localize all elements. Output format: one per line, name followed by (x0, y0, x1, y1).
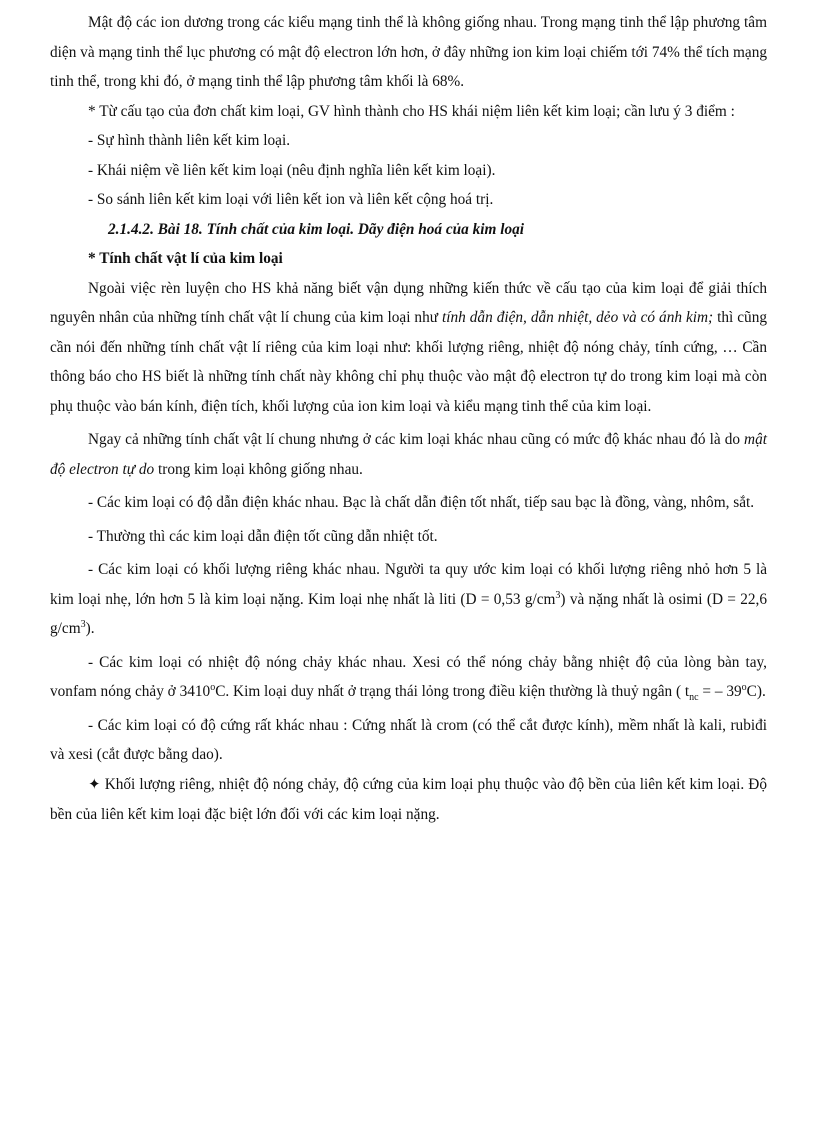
bullet-bond-definition: - Khái niệm về liên kết kim loại (nêu định nghĩa liên kết kim loại). (88, 161, 496, 179)
paragraph-hardness: - Các kim loại có độ cứng rất khác nhau : Cứng nhất là crom (có thể cắt được kính), mềm nhất là kali, rubiđi và xesi (cắt được bằng dao). (50, 716, 767, 763)
section-heading: 2.1.4.2. Bài 18. Tính chất của kim loại. Dãy điện hoá của kim loại (108, 220, 525, 238)
paragraph-bond-strength: ✦ Khối lượng riêng, nhiệt độ nóng chảy, độ cứng của kim loại phụ thuộc vào độ bền của liên kết kim loại. Độ bền của liên kết kim loại đặc biệt lớn đối với các kim loại nặng. (50, 775, 767, 823)
paragraph-melting-point: - Các kim loại có nhiệt độ nóng chảy khác nhau. Xesi có thể nóng chảy bằng nhiệt độ của lòng bàn tay, vonfam nóng chảy ở 3410$^o$C. Kim loại duy nhất ở trạng thái lỏng trong điều kiện thường là thuỷ ngân ( $t_{nc}$ = – 39$^o$C). (50, 653, 767, 704)
paragraph-conductivity: - Các kim loại có độ dẫn điện khác nhau. Bạc là chất dẫn điện tốt nhất, tiếp sau bạc là đồng, vàng, nhôm, sắt. (88, 494, 755, 511)
paragraph-electron-density: Ngay cả những tính chất vật lí chung nhưng ở các kim loại khác nhau cũng có mức độ khác nhau đó là do mật độ electron tự do trong kim loại không giống nhau. (50, 431, 767, 478)
paragraph-heat-conductivity: - Thường thì các kim loại dẫn điện tốt cũng dẫn nhiệt tốt. (88, 527, 438, 545)
paragraph-ion-density: Mật độ các ion dương trong các kiểu mạng tinh thể là không giống nhau. Trong mạng tinh thể lập phương tâm diện và mạng tinh thể lục phương có mật độ electron lớn hơn, ở đây những ion kim loại chiếm tới 74% thể tích mạng tinh thể, trong khi đó, ở mạng tinh thể lập phương tâm khối là 68%. (50, 14, 767, 90)
bullet-bond-formation: - Sự hình thành liên kết kim loại. (88, 132, 291, 149)
subsection-heading: * Tính chất vật lí của kim loại (88, 250, 283, 267)
four-point-star-icon: ✦ (88, 776, 101, 793)
paragraph-metal-bond-intro: * Từ cấu tạo của đơn chất kim loại, GV hình thành cho HS khái niệm liên kết kim loại; cần lưu ý 3 điểm : (88, 102, 735, 120)
document-page (50, 8, 767, 830)
paragraph-physical-properties: Ngoài việc rèn luyện cho HS khả năng biết vận dụng những kiến thức về cấu tạo của kim loại để giải thích nguyên nhân của những tính chất vật lí chung của kim loại như tính dẫn điện, dẫn nhiệt, dẻo và có ánh kim; thì cũng cần nói đến những tính chất vật lí riêng của kim loại như: khối lượng riêng, nhiệt độ nóng chảy, tính cứng, … Cần thông báo cho HS biết là những tính chất này không chỉ phụ thuộc vào mật độ electron tự do trong kim loại mà còn phụ thuộc vào bán kính, điện tích, khối lượng của ion kim loại và kiểu mạng tinh thể của kim loại. (50, 279, 767, 415)
bullet-bond-comparison: - So sánh liên kết kim loại với liên kết ion và liên kết cộng hoá trị. (88, 191, 494, 208)
paragraph-density: - Các kim loại có khối lượng riêng khác nhau. Người ta quy ước kim loại có khối lượng riêng nhỏ hơn 5 là kim loại nhẹ, lớn hơn 5 là kim loại nặng. Kim loại nhẹ nhất là liti (D = 0,53 $g/cm^3$) và nặng nhất là osimi (D = 22,6 $g/cm^3$). (50, 561, 767, 637)
